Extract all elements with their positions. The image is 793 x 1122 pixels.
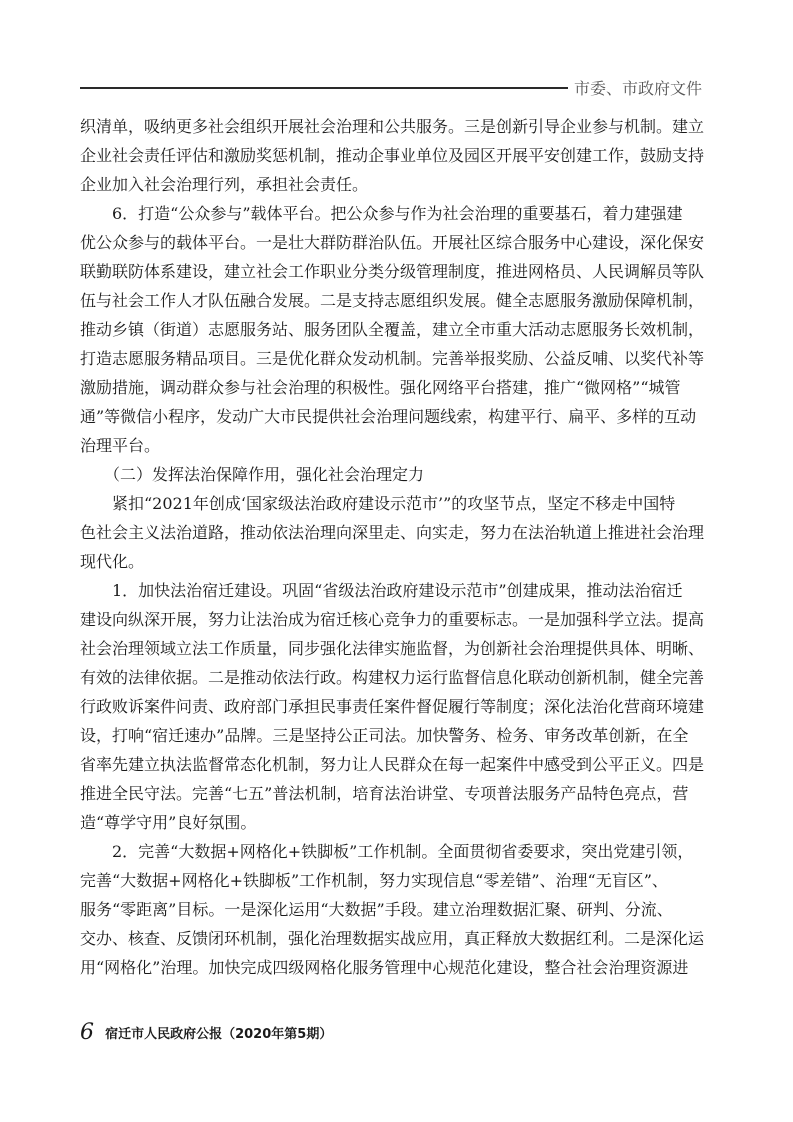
section-label: 市委、市政府文件 bbox=[574, 79, 703, 98]
text-line: 6．打造“公众参与”载体平台。把公众参与作为社会治理的重要基石，着力建强建 bbox=[80, 204, 683, 223]
text-line: 优公众参与的载体平台。一是壮大群防群治队伍。开展社区综合服务中心建设，深化保安 bbox=[80, 233, 705, 252]
text-line: 行政败诉案件问责、政府部门承担民事责任案件督促履行等制度；深化法治化营商环境建 bbox=[80, 697, 705, 716]
text-line: 织清单，吸纳更多社会组织开展社会治理和公共服务。三是创新引导企业参与机制。建立 bbox=[80, 117, 705, 136]
text-line: 打造志愿服务精品项目。三是优化群众发动机制。完善举报奖励、公益反哺、以奖代补等 bbox=[80, 349, 705, 368]
page-number: 6 bbox=[80, 1020, 94, 1045]
text-line: 伍与社会工作人才队伍融合发展。二是支持志愿组织发展。健全志愿服务激励保障机制， bbox=[80, 291, 705, 310]
text-line: 通”等微信小程序，发动广大市民提供社会治理问题线索，构建平行、扁平、多样的互动 bbox=[80, 407, 697, 426]
text-line: 完善“大数据+网格化+铁脚板”工作机制，努力实现信息“零差错”、治理“无盲区”、 bbox=[80, 871, 668, 890]
text-line: 联勤联防体系建设，建立社会工作职业分类分级管理制度，推进网格员、人民调解员等队 bbox=[80, 262, 705, 281]
document-body bbox=[80, 112, 713, 982]
text-line: 交办、核查、反馈闭环机制，强化治理数据实战应用，真正释放大数据红利。二是深化运 bbox=[80, 929, 705, 948]
text-line: 现代化。 bbox=[80, 552, 145, 571]
header-rule bbox=[80, 87, 568, 89]
text-line: 色社会主义法治道路，推动依法治理向深里走、向实走，努力在法治轨道上推进社会治理 bbox=[80, 523, 705, 542]
text-line: 企业加入社会治理行列，承担社会责任。 bbox=[80, 175, 369, 194]
text-line: 造“尊学守用”良好氛围。 bbox=[80, 813, 257, 832]
text-line: 治理平台。 bbox=[80, 436, 161, 455]
text-line: 企业社会责任评估和激励奖惩机制，推动企事业单位及园区开展平安创建工作，鼓励支持 bbox=[80, 146, 705, 165]
text-line: 设，打响“宿迁速办”品牌。三是坚持公正司法。加快警务、检务、审务改革创新，在全 bbox=[80, 726, 689, 745]
text-line: 1．加快法治宿迁建设。巩固“省级法治政府建设示范市”创建成果，推动法治宿迁 bbox=[80, 581, 683, 600]
text-line: 推动乡镇（街道）志愿服务站、服务团队全覆盖，建立全市重大活动志愿服务长效机制， bbox=[80, 320, 705, 339]
text-line: 省率先建立执法监督常态化机制，努力让人民群众在每一起案件中感受到公平正义。四是 bbox=[80, 755, 705, 774]
text-line: 激励措施，调动群众参与社会治理的积极性。强化网络平台搭建，推广“微网格”“城管 bbox=[80, 378, 681, 397]
text-line: 建设向纵深开展，努力让法治成为宿迁核心竞争力的重要标志。一是加强科学立法。提高 bbox=[80, 610, 705, 629]
section-heading: （二）发挥法治保障作用，强化社会治理定力 bbox=[80, 465, 425, 484]
text-line: 2．完善“大数据+网格化+铁脚板”工作机制。全面贯彻省委要求，突出党建引领， bbox=[80, 842, 694, 861]
text-line: 用“网格化”治理。加快完成四级网格化服务管理中心规范化建设，整合社会治理资源进 bbox=[80, 958, 689, 977]
text-line: 服务“零距离”目标。一是深化运用“大数据”手段。建立治理数据汇聚、研判、分流、 bbox=[80, 900, 673, 919]
text-line: 社会治理领域立法工作质量，同步强化法律实施监督，为创新社会治理提供具体、明晰、 bbox=[80, 639, 705, 658]
publication-title: 宿迁市人民政府公报（2020年第5期） bbox=[105, 1027, 333, 1042]
page-footer bbox=[80, 1020, 332, 1045]
text-line: 推进全民守法。完善“七五”普法机制，培育法治讲堂、专项普法服务产品特色亮点，营 bbox=[80, 784, 689, 803]
text-line: 有效的法律依据。二是推动依法行政。构建权力运行监督信息化联动创新机制，健全完善 bbox=[80, 668, 705, 687]
text-line: 紧扣“2021年创成‘国家级法治政府建设示范市’”的攻坚节点，坚定不移走中国特 bbox=[80, 494, 676, 513]
